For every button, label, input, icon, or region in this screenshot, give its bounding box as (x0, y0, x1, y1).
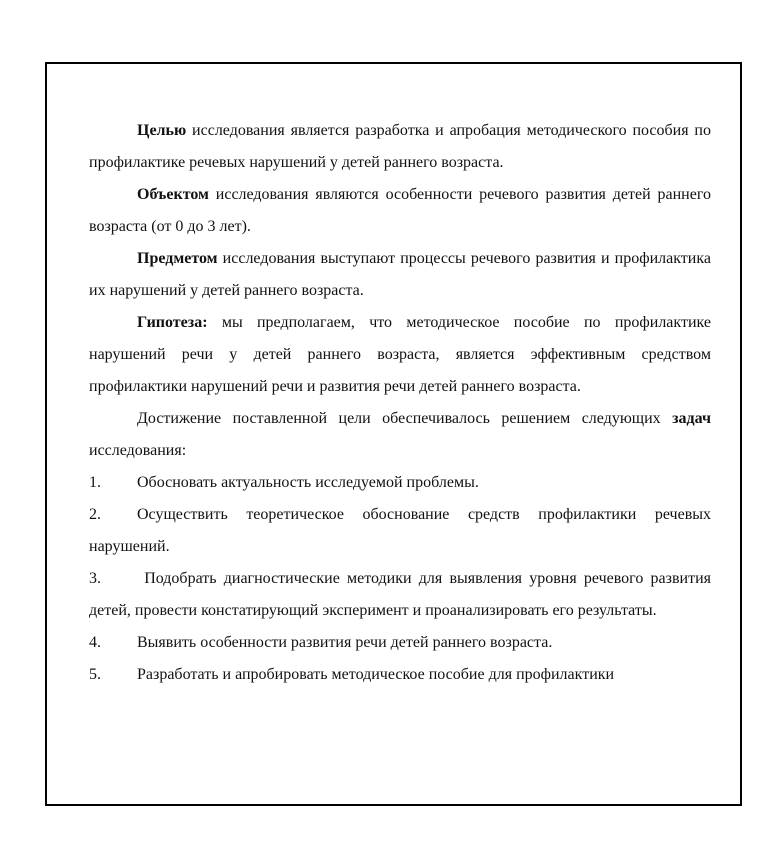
task-item (89, 563, 711, 627)
term-tasks: задач (672, 410, 711, 427)
paragraph-subject-text: исследования выступают процессы речевого развития и профилактика их нарушений у детей раннего возраста. (89, 250, 711, 299)
term-goal: Целью (137, 122, 187, 139)
paragraph-goal (89, 115, 711, 179)
task-number: 3. (89, 570, 101, 587)
paragraph-tasks-intro (89, 403, 711, 467)
task-text: Осуществить теоретическое обоснование средств профилактики речевых нарушений. (89, 506, 711, 555)
task-text: Выявить особенности развития речи детей раннего возраста. (137, 634, 553, 651)
tasks-intro-after: исследования: (89, 442, 187, 459)
task-number: 1. (89, 474, 101, 491)
document-body (89, 115, 711, 691)
task-item (89, 467, 711, 499)
paragraph-hypothesis (89, 307, 711, 403)
term-subject: Предметом (137, 250, 218, 267)
task-item (89, 627, 711, 659)
term-hypothesis: Гипотеза: (137, 314, 208, 331)
term-object: Объектом (137, 186, 209, 203)
task-text: Разработать и апробировать методическое пособие для профилактики (137, 666, 615, 683)
task-item (89, 659, 711, 691)
task-text: Обосновать актуальность исследуемой проблемы. (137, 474, 479, 491)
paragraph-subject (89, 243, 711, 307)
paragraph-object-text: исследования являются особенности речевого развития детей раннего возраста (от 0 до 3 лет). (89, 186, 711, 235)
paragraph-object (89, 179, 711, 243)
tasks-intro-before: Достижение поставленной цели обеспечивалось решением следующих (137, 410, 673, 427)
task-number: 2. (89, 506, 101, 523)
task-item (89, 499, 711, 563)
task-number: 4. (89, 634, 101, 651)
task-text: Подобрать диагностические методики для выявления уровня речевого развития детей, провести констатирующий эксперимент и проанализировать его результаты. (89, 570, 711, 619)
page-frame (45, 62, 742, 806)
paragraph-goal-text: исследования является разработка и апробация методического пособия по профилактике речевых нарушений у детей раннего возраста. (89, 122, 711, 171)
task-number: 5. (89, 666, 101, 683)
paragraph-hypothesis-text: мы предполагаем, что методическое пособие по профилактике нарушений речи у детей раннего возраста, является эффективным средством профилактики нарушений речи и развития речи детей раннего возраста. (89, 314, 711, 395)
